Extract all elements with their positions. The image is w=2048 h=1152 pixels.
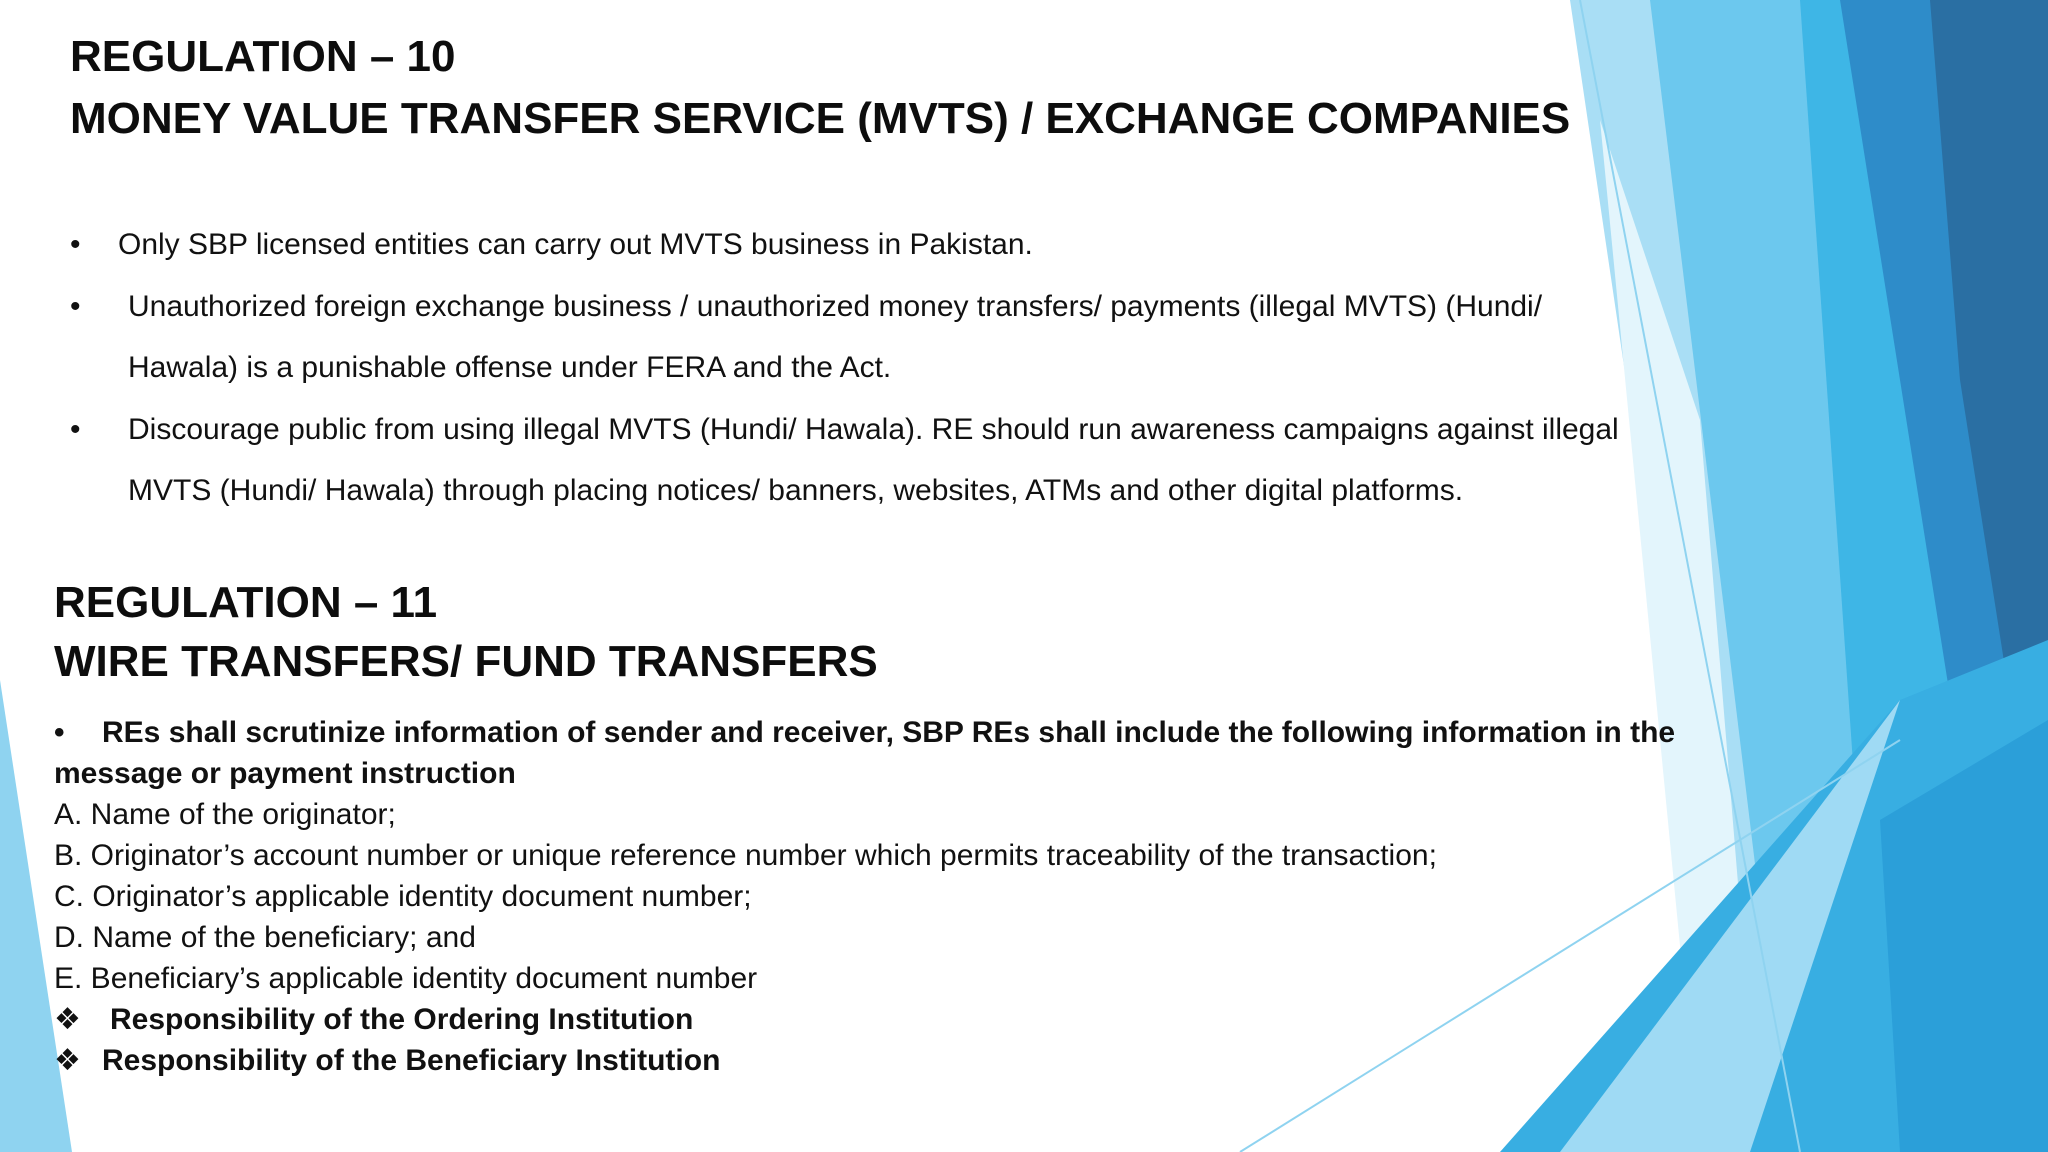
reg11-item-c: C. Originator’s applicable identity document number; (54, 880, 752, 913)
reg10-bullet-1: Only SBP licensed entities can carry out MVTS business in Pakistan. (118, 228, 1033, 261)
reg10-title-line2: MONEY VALUE TRANSFER SERVICE (MVTS) / EXCHANGE COMPANIES (70, 94, 1571, 143)
reg10-bullet-3-line1: Discourage public from using illegal MVTS (Hundi/ Hawala). RE should run awareness campaigns against illegal (128, 413, 1619, 446)
reg11-item-b: B. Originator’s account number or unique reference number which permits traceability of the transaction; (54, 839, 1437, 872)
reg11-item-d: D. Name of the beneficiary; and (54, 921, 476, 954)
reg10-title-line1: REGULATION – 10 (70, 32, 456, 81)
bullet-2-symbol: • (70, 290, 81, 323)
reg11-item-a: A. Name of the originator; (54, 798, 396, 831)
bullet-3-symbol: • (70, 413, 81, 446)
reg11-intro-line1: REs shall scrutinize information of sender and receiver, SBP REs shall include the following information in the (102, 716, 1676, 749)
responsibility-beneficiary: Responsibility of the Beneficiary Institution (102, 1044, 721, 1077)
reg11-intro-bullet: • (54, 716, 65, 749)
reg10-bullet-3-line2: MVTS (Hundi/ Hawala) through placing notices/ banners, websites, ATMs and other digital platforms. (128, 474, 1464, 507)
reg11-title-line1: REGULATION – 11 (54, 578, 438, 627)
reg10-bullet-2-line1: Unauthorized foreign exchange business / unauthorized money transfers/ payments (illegal MVTS) (Hundi/ (128, 290, 1543, 323)
diamond-bullet-icon: ❖ (54, 1002, 81, 1037)
bullet-1-symbol: • (70, 228, 81, 261)
reg11-item-e: E. Beneficiary’s applicable identity document number (54, 962, 758, 995)
reg11-title-line2: WIRE TRANSFERS/ FUND TRANSFERS (54, 637, 878, 686)
responsibility-ordering: Responsibility of the Ordering Institution (110, 1003, 694, 1036)
reg11-intro-line2: message or payment instruction (54, 757, 516, 790)
reg10-bullet-2-line2: Hawala) is a punishable offense under FERA and the Act. (128, 351, 892, 384)
diamond-bullet-icon: ❖ (54, 1043, 81, 1078)
